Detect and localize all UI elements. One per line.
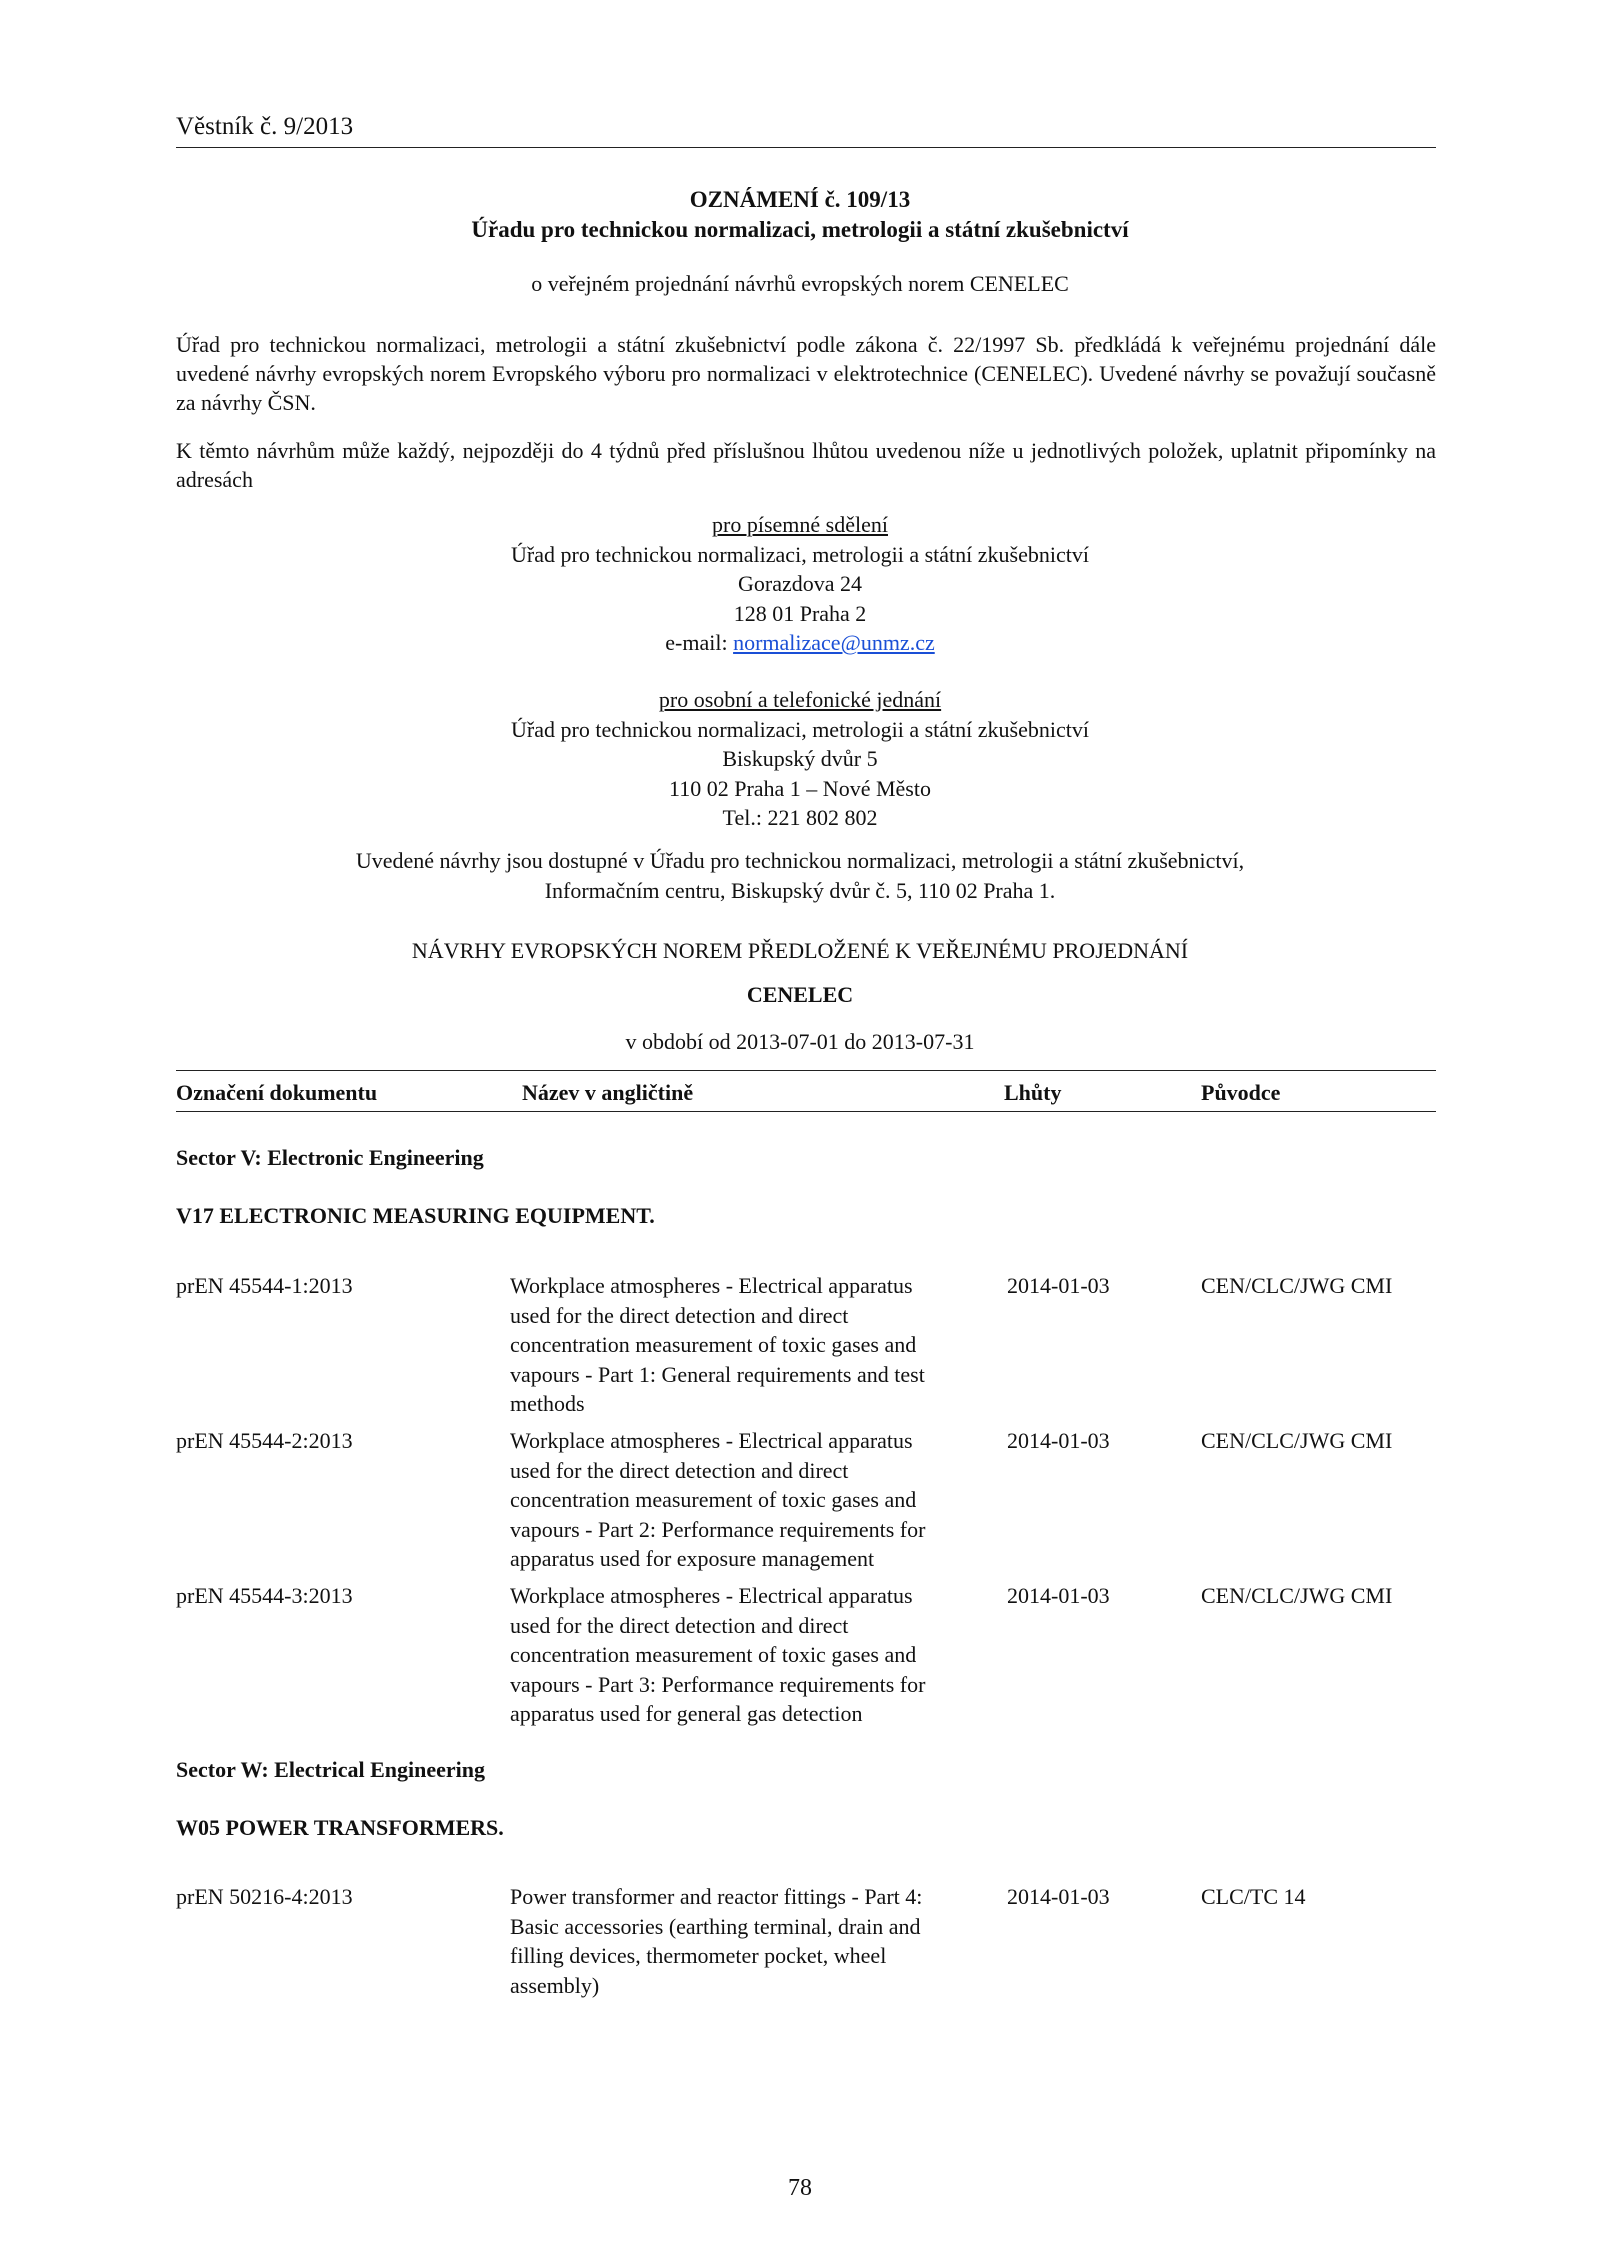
title-line: concentration measurement of toxic gases and [510,1487,917,1512]
title-line: methods [510,1391,585,1416]
title-line: assembly) [510,1972,600,1998]
page-number: 78 [788,2175,812,2201]
group-heading: V17 ELECTRONIC MEASURING EQUIPMENT. [176,1203,655,1228]
title-line: concentration measurement of toxic gases and [510,1332,917,1357]
column-header-deadline: Lhůty [1004,1080,1062,1105]
row-document-id: prEN 45544-3:2013 [176,1583,353,1608]
row-document-id: prEN 50216-4:2013 [176,1884,353,1909]
row-deadline: 2014-01-03 [1007,1428,1110,1453]
personal-address-block [0,685,1600,833]
title-line: used for the direct detection and direct [510,1457,849,1483]
email-link[interactable]: normalizace@unmz.cz [733,630,935,655]
row-title [510,1581,990,1729]
title-line: Power transformer and reactor fittings - Part 4: [510,1884,923,1909]
availability-note [0,846,1600,905]
availability-line-1: Uvedené návrhy jsou dostupné v Úřadu pro technickou normalizaci, metrologii a státní zkušebnictví, [355,848,1245,873]
row-originator: CLC/TC 14 [1201,1884,1306,1909]
title-line: apparatus used for general gas detection [510,1701,863,1726]
title-line-2: Úřadu pro technickou normalizaci, metrologii a státní zkušebnictví [471,217,1129,242]
announcement-subtitle: o veřejném projednání návrhů evropských norem CENELEC [531,271,1069,296]
row-deadline: 2014-01-03 [1007,1884,1110,1909]
personal-phone: Tel.: 221 802 802 [722,805,878,830]
written-email-line [0,628,1600,658]
row-document-id: prEN 45544-2:2013 [176,1428,353,1453]
title-line: Basic accessories (earthing terminal, drain and [510,1913,921,1939]
row-document-id: prEN 45544-1:2013 [176,1273,353,1298]
intro-paragraph-1: Úřad pro technickou normalizaci, metrologii a státní zkušebnictví podle zákona č. 22/1997 Sb. předkládá k veřejnému projednání dále uvedené návrhy evropských norem Evropského výboru pro normalizaci v elektrotechnice (CENELEC). Uvedené návrhy se považují současně za návrhy ČSN. [176,332,1436,415]
sector-heading: Sector W: Electrical Engineering [176,1757,485,1782]
title-line: used for the direct detection and direct [510,1302,849,1328]
written-city: 128 01 Praha 2 [733,600,867,626]
personal-street: Biskupský dvůr 5 [722,746,878,771]
table-top-rule [176,1070,1436,1071]
announcement-title [0,185,1600,245]
intro-paragraph-2: K těmto návrhům může každý, nejpozději do 4 týdnů před příslušnou lhůtou uvedenou níže u jednotlivých položek, uplatnit připomínky na adresách [176,438,1436,492]
sector-heading: Sector V: Electronic Engineering [176,1145,484,1170]
written-street: Gorazdova 24 [737,571,862,596]
row-originator: CEN/CLC/JWG CMI [1201,1583,1393,1608]
title-line: filling devices, thermometer pocket, wheel [510,1943,887,1968]
list-org: CENELEC [746,982,854,1007]
header-rule [176,147,1436,148]
row-originator: CEN/CLC/JWG CMI [1201,1428,1393,1453]
list-period: v období od 2013-07-01 do 2013-07-31 [625,1029,975,1054]
group-heading: W05 POWER TRANSFORMERS. [176,1815,504,1840]
title-line: Workplace atmospheres - Electrical apparatus [510,1428,913,1453]
column-header-originator: Původce [1201,1080,1281,1105]
title-line: apparatus used for exposure management [510,1546,875,1571]
table-header-rule [176,1111,1436,1112]
written-heading: pro písemné sdělení [712,512,888,537]
row-title [510,1882,990,2000]
title-line: Workplace atmospheres - Electrical apparatus [510,1583,913,1608]
row-title [510,1271,990,1419]
written-org: Úřad pro technickou normalizaci, metrologii a státní zkušebnictví [511,541,1089,567]
title-line: vapours - Part 1: General requirements and test [510,1361,925,1387]
row-originator: CEN/CLC/JWG CMI [1201,1273,1393,1298]
email-label: e-mail: [665,630,734,655]
title-line: vapours - Part 3: Performance requirements for [510,1671,926,1697]
list-heading: NÁVRHY EVROPSKÝCH NOREM PŘEDLOŽENÉ K VEŘEJNÉMU PROJEDNÁNÍ [411,938,1189,963]
title-line: vapours - Part 2: Performance requirements for [510,1516,926,1542]
row-deadline: 2014-01-03 [1007,1583,1110,1608]
title-line-1: OZNÁMENÍ č. 109/13 [689,187,911,212]
personal-heading: pro osobní a telefonické jednání [658,687,942,712]
personal-city: 110 02 Praha 1 – Nové Město [669,775,931,801]
row-title [510,1426,990,1574]
written-address-block [0,510,1600,658]
column-header-document: Označení dokumentu [176,1080,378,1105]
personal-org: Úřad pro technickou normalizaci, metrologii a státní zkušebnictví [511,716,1089,742]
column-header-title: Název v angličtině [522,1080,694,1105]
title-line: used for the direct detection and direct [510,1612,849,1638]
row-deadline: 2014-01-03 [1007,1273,1110,1298]
title-line: concentration measurement of toxic gases and [510,1642,917,1667]
title-line: Workplace atmospheres - Electrical apparatus [510,1273,913,1298]
availability-line-2: Informačním centru, Biskupský dvůr č. 5, 110 02 Praha 1. [544,877,1056,903]
running-header: Věstník č. 9/2013 [176,113,354,140]
